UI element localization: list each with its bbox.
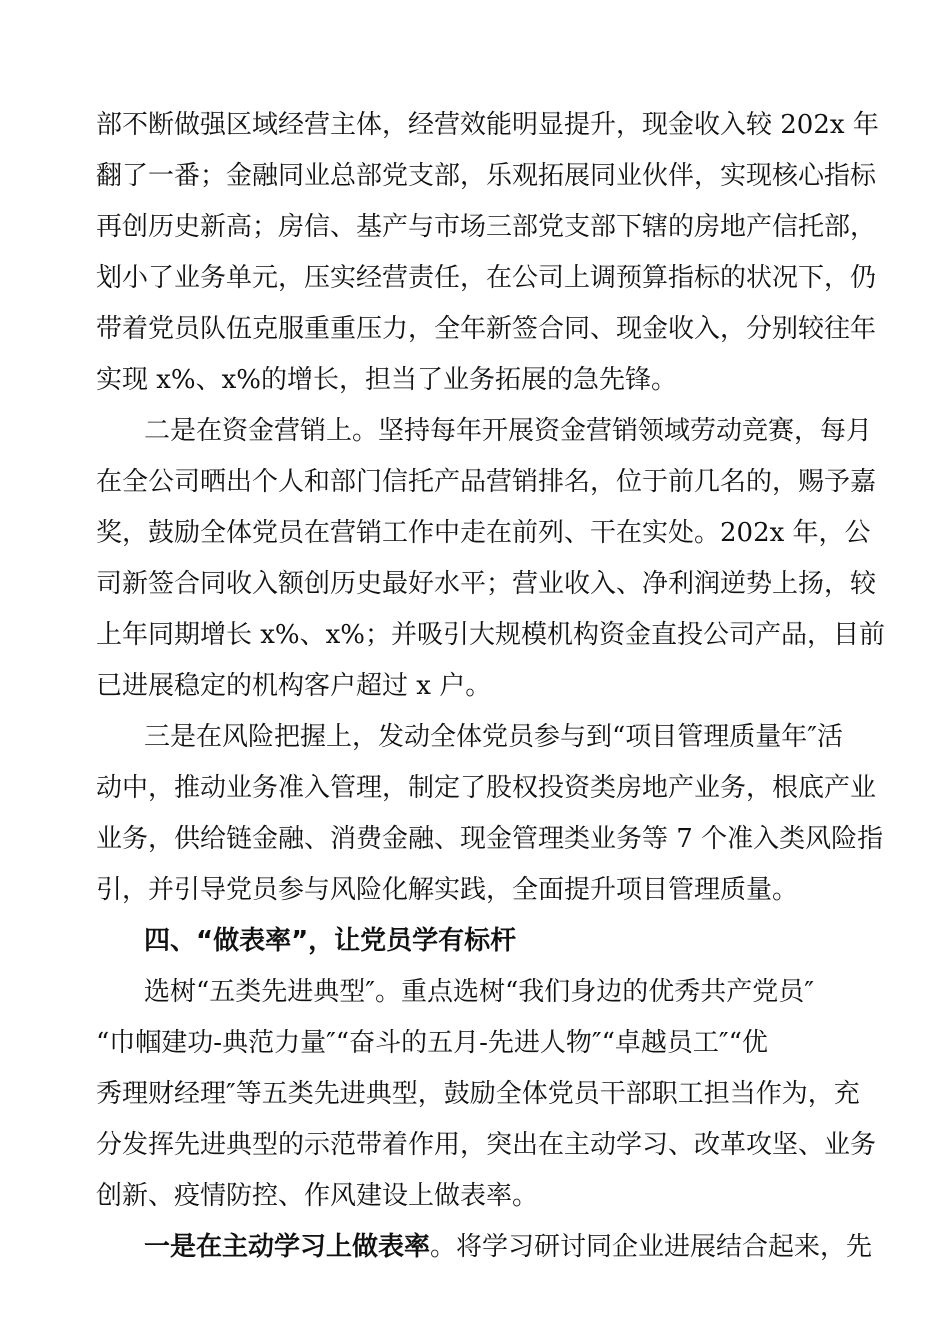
paragraph-line: 再创历史新高；房信、基产与市场三部党支部下辖的房地产信托部， bbox=[96, 212, 877, 242]
paragraph-line: 带着党员队伍克服重重压力，全年新签合同、现金收入，分别较往年 bbox=[96, 314, 877, 344]
paragraph-line: 业务，供给链金融、消费金融、现金管理类业务等 7 个准入类风险指 bbox=[96, 824, 884, 854]
paragraph-line: 创新、疫情防控、作风建设上做表率。 bbox=[96, 1181, 539, 1211]
paragraph-line-last bbox=[144, 1230, 873, 1264]
paragraph-line: 动中，推动业务准入管理，制定了股权投资类房地产业务，根底产业 bbox=[96, 773, 877, 803]
section-heading: 四、“做表率”，让党员学有标杆 bbox=[144, 926, 517, 956]
paragraph-line: 分发挥先进典型的示范带着作用，突出在主动学习、改革攻坚、业务 bbox=[96, 1130, 877, 1160]
paragraph-line: 引，并引导党员参与风险化解实践，全面提升项目管理质量。 bbox=[96, 875, 799, 905]
paragraph-line: 秀理财经理″等五类先进典型，鼓励全体党员干部职工担当作为，充 bbox=[96, 1079, 860, 1109]
paragraph-line: 在全公司晒出个人和部门信托产品营销排名，位于前几名的，赐予嘉 bbox=[96, 467, 877, 497]
paragraph-line: 实现 x%、x%的增长，担当了业务拓展的急先锋。 bbox=[96, 365, 678, 395]
paragraph-line: “巾帼建功-典范力量″“奋斗的五月-先进人物″“卓越员工″“优 bbox=[96, 1028, 768, 1058]
paragraph-line: 司新签合同收入额创历史最好水平；营业收入、净利润逆势上扬，较 bbox=[96, 569, 877, 599]
paragraph-line: 上年同期增长 x%、x%；并吸引大规模机构资金直投公司产品，目前 bbox=[96, 620, 886, 650]
paragraph-text: 。将学习研讨同企业进展结合起来，先 bbox=[430, 1232, 873, 1262]
paragraph-line: 选树“五类先进典型″。重点选树“我们身边的优秀共产党员″ bbox=[144, 977, 815, 1007]
paragraph-line: 部不断做强区域经营主体，经营效能明显提升，现金收入较 202x 年 bbox=[96, 110, 879, 140]
paragraph-line: 已进展稳定的机构客户超过 x 户。 bbox=[96, 671, 492, 701]
paragraph-line: 奖，鼓励全体党员在营销工作中走在前列、干在实处。202x 年，公 bbox=[96, 518, 871, 548]
paragraph-line: 三是在风险把握上，发动全体党员参与到“项目管理质量年″活 bbox=[144, 722, 844, 752]
paragraph-line: 翻了一番；金融同业总部党支部，乐观拓展同业伙伴，实现核心指标 bbox=[96, 161, 877, 191]
paragraph-line: 二是在资金营销上。坚持每年开展资金营销领域劳动竞赛，每月 bbox=[144, 416, 873, 446]
paragraph-line: 划小了业务单元，压实经营责任，在公司上调预算指标的状况下，仍 bbox=[96, 263, 877, 293]
bold-lead-phrase: 一是在主动学习上做表率 bbox=[144, 1232, 431, 1262]
